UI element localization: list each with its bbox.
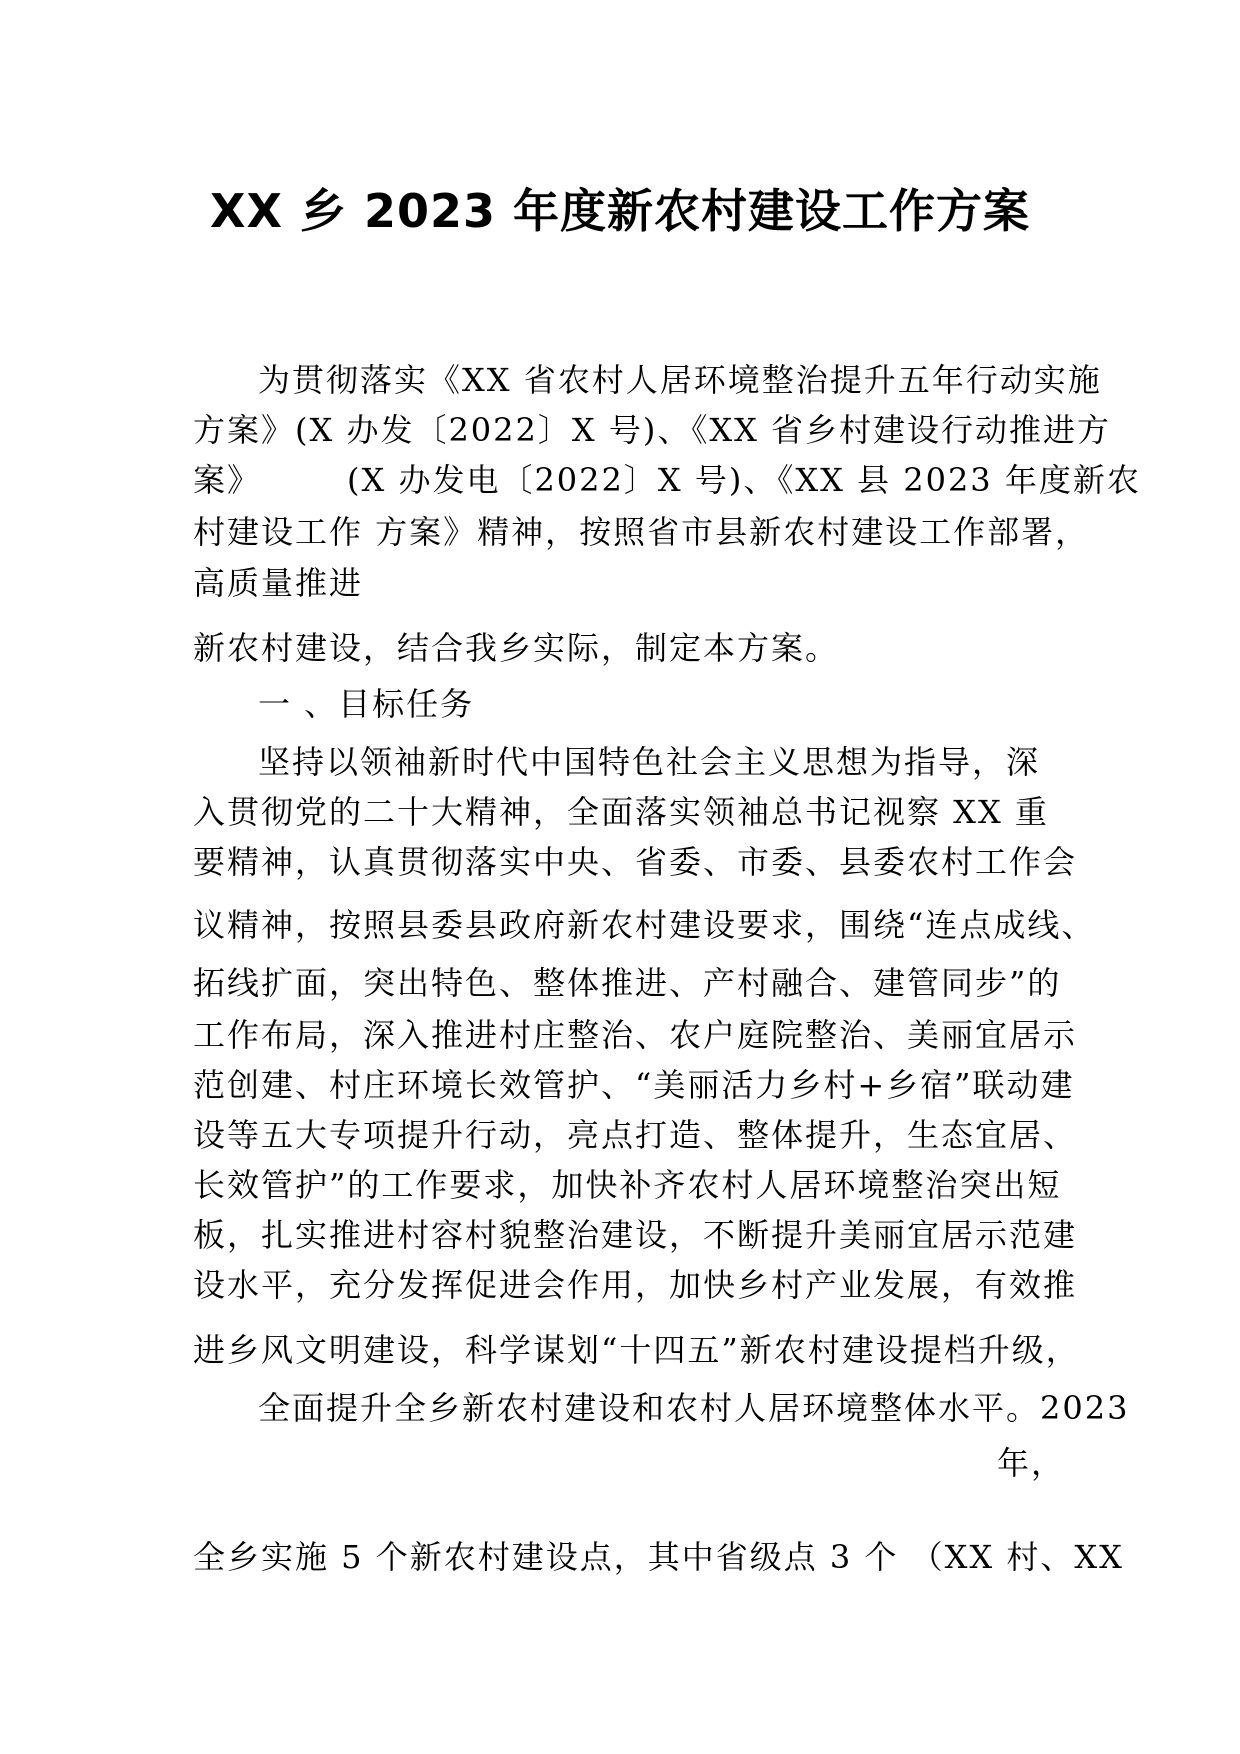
document-title: XX 乡 2023 年度新农村建设工作方案 (209, 183, 1030, 238)
paragraph-line: 村建设工作 方案》精神，按照省市县新农村建设工作部署， (193, 513, 1090, 551)
paragraph-line: 全面提升全乡新农村建设和农村人居环境整体水平。2023 (258, 1389, 1130, 1427)
paragraph-line: 设水平，充分发挥促进会作用，加快乡村产业发展，有效推 (193, 1266, 1078, 1304)
paragraph-line: 进乡风文明建设，科学谋划“十四五”新农村建设提档升级， (193, 1331, 1080, 1369)
paragraph-line: 案》 (X 办发电〔2022〕X 号)、《XX 县 2023 年度新农 (193, 461, 1141, 499)
paragraph-line: 为贯彻落实《XX 省农村人居环境整治提升五年行动实施 (258, 361, 1102, 399)
paragraph-line: 议精神，按照县委县政府新农村建设要求，围绕“连点成线、 (193, 906, 1096, 944)
paragraph-line: 年， (996, 1444, 1065, 1482)
paragraph-line: 设等五大专项提升行动，亮点打造、整体提升，生态宜居、 (193, 1116, 1078, 1154)
paragraph-line: 坚持以领袖新时代中国特色社会主义思想为指导，深 (258, 743, 1041, 781)
paragraph-line: 全乡实施 5 个新农村建设点，其中省级点 3 个 （XX 村、XX (193, 1538, 1124, 1576)
paragraph-line: 入贯彻党的二十大精神，全面落实领袖总书记视察 XX 重 (193, 793, 1049, 831)
paragraph-line: 板，扎实推进村容村貌整治建设，不断提升美丽宜居示范建 (193, 1216, 1078, 1254)
paragraph-line: 长效管护”的工作要求，加快补齐农村人居环境整治突出短 (193, 1166, 1062, 1204)
paragraph-line: 要精神，认真贯彻落实中央、省委、市委、县委农村工作会 (193, 843, 1078, 881)
paragraph-line: 方案》(X 办发〔2022〕X 号)、《XX 省乡村建设行动推进方 (193, 411, 1112, 449)
paragraph-line: 拓线扩面，突出特色、整体推进、产村融合、建管同步”的 (193, 964, 1062, 1002)
paragraph-line: 范创建、村庄环境长效管护、“美丽活力乡村+乡宿”联动建 (193, 1066, 1075, 1104)
paragraph-line: 新农村建设，结合我乡实际，制定本方案。 (193, 629, 840, 667)
section-heading: 一 、目标任务 (258, 685, 475, 723)
paragraph-line: 工作布局，深入推进村庄整治、农户庭院整治、美丽宜居示 (193, 1016, 1078, 1054)
paragraph-line: 高质量推进 (193, 564, 364, 602)
